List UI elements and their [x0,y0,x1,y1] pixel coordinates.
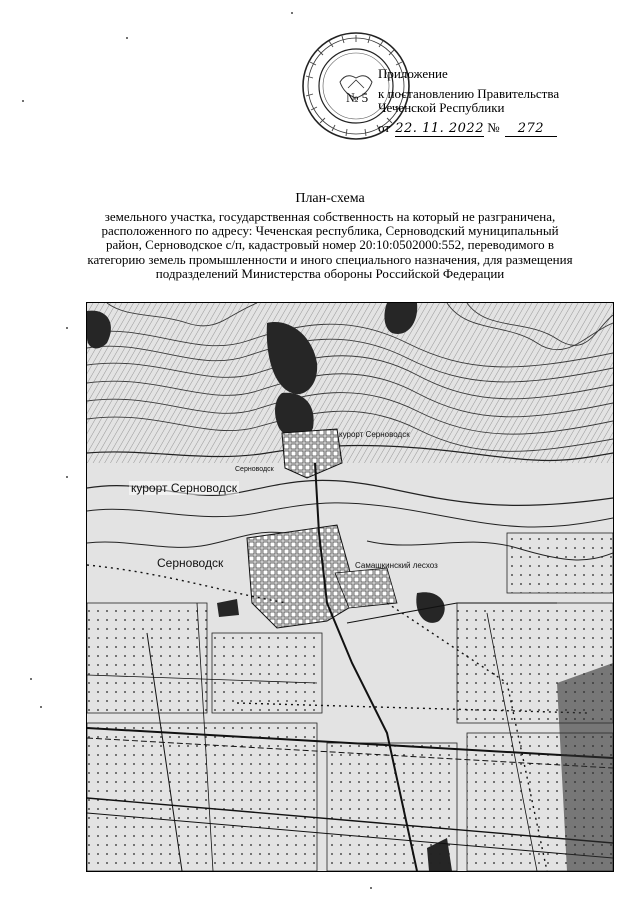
wooded-edge [557,663,613,871]
map-label-sernovodsk-small: Серноводск [235,466,274,473]
number-prefix: № [487,120,500,135]
map-label-kurort: курорт Серноводск [131,481,238,495]
scan-speck [370,887,372,889]
scan-speck [30,678,32,680]
annex-line-2: Чеченской Республики [378,100,505,115]
handwritten-number: 272 [505,121,557,137]
map-label-sernovodsk: Серноводск [157,556,224,570]
scan-speck [40,706,42,708]
scan-speck [22,100,24,102]
scan-speck [291,12,293,14]
annex-line-1: к постановлению Правительства [378,86,560,101]
map-label-kurort-small: курорт Серноводск [339,430,410,439]
document-description: земельного участка, государственная собственность на который не разграничена, расположенного по адресу: Чеченская республика, Серноводский муниципальный район, Серноводское с/п, кадастровый номер 20:10:0502000:552, переводимого в категорию земель промышленности и иного специального назначения, для размещения подразделений Министерства обороны Российской Федерации [87,209,573,281]
map-label-samashki: Самашкинский лесхоз [355,561,438,570]
scan-speck [126,37,128,39]
map-drawing [87,303,613,871]
date-prefix: от [378,120,391,135]
annex-stamp-number: № 5 [346,90,369,105]
handwritten-date: 22. 11. 2022 [395,121,484,136]
annex-block [300,28,620,148]
scan-speck [66,327,68,329]
scan-speck [66,476,68,478]
annex-title: Приложение [378,66,448,81]
topographic-map [86,302,614,872]
document-title: План-схема [295,191,365,206]
annex-date-line [378,120,557,137]
